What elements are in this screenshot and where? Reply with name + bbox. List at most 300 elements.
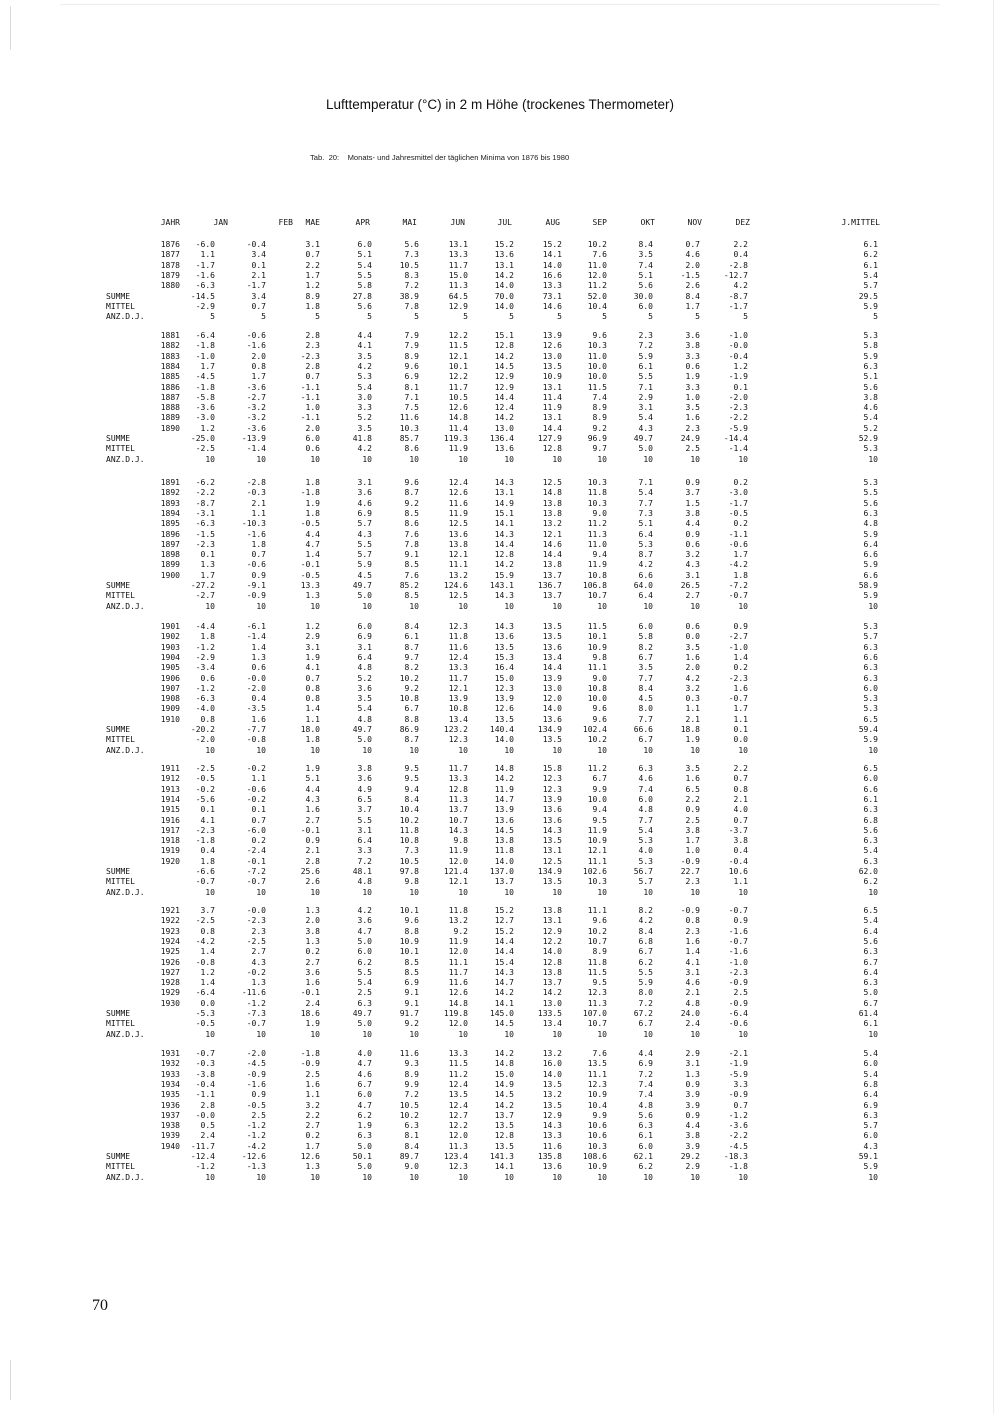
value-cell-dez: -0.7 <box>728 936 748 946</box>
year-cell: 1891 <box>160 478 180 487</box>
summary-cell-mae: 1.8 <box>305 301 320 311</box>
value-cell-dez: -0.9 <box>728 978 748 988</box>
value-cell-feb: -3.2 <box>246 413 266 423</box>
value-cell-jun: 11.7 <box>448 764 468 773</box>
value-cell-apr: 4.6 <box>357 1069 372 1079</box>
value-cell-nov: 3.3 <box>685 351 700 361</box>
value-cell-feb: 1.3 <box>251 978 266 988</box>
year-cell: 1903 <box>160 642 180 652</box>
value-cell-feb: -0.2 <box>246 764 266 773</box>
value-cell-dez: 0.4 <box>733 846 748 856</box>
value-cell-nov: 1.1 <box>685 704 700 714</box>
summary-cell-feb: -0.9 <box>246 591 266 601</box>
value-cell-okt: 8.2 <box>638 642 653 652</box>
table-row <box>0 478 1000 488</box>
value-cell-jul: 13.8 <box>494 836 514 846</box>
summary-cell-jul: 10 <box>504 601 514 611</box>
value-cell-jan: 1.7 <box>200 570 215 580</box>
summary-cell-mae: 10 <box>310 1029 320 1039</box>
summary-cell-dez: -8.7 <box>728 291 748 301</box>
value-cell-jan: -0.4 <box>195 1079 215 1089</box>
value-cell-aug: 13.8 <box>542 498 562 508</box>
value-cell-mai: 9.9 <box>404 1079 419 1089</box>
value-cell-jun: 12.4 <box>448 1079 468 1089</box>
summary-cell-jun: 119.3 <box>443 434 468 443</box>
summary-cell-apr: 10 <box>362 454 372 464</box>
year-cell: 1898 <box>160 550 180 560</box>
summary-cell-nov: 24.0 <box>680 1009 700 1018</box>
value-cell-mae: 2.7 <box>305 1121 320 1131</box>
value-cell-aug: 11.9 <box>542 403 562 413</box>
summary-cell-jan: 10 <box>205 1029 215 1039</box>
value-cell-mai: 10.2 <box>399 1110 419 1120</box>
value-cell-dez: 2.5 <box>733 988 748 998</box>
value-cell-apr: 3.1 <box>357 478 372 487</box>
header-okt: OKT <box>640 218 655 227</box>
value-cell-mae: 3.6 <box>305 967 320 977</box>
summary-cell-nov: 1.9 <box>685 735 700 745</box>
summary-cell-feb: -7.7 <box>246 725 266 734</box>
year-cell: 1940 <box>160 1141 180 1151</box>
value-cell-apr: 4.8 <box>357 663 372 673</box>
year-cell: 1911 <box>160 764 180 773</box>
summary-cell-apr: 49.7 <box>352 725 372 734</box>
value-cell-mai: 7.3 <box>404 250 419 260</box>
page-title: Lufttemperatur (°C) in 2 m Höhe (trockenes Thermometer) <box>325 97 675 112</box>
value-cell-okt: 6.3 <box>638 1121 653 1131</box>
value-cell-jul: 14.2 <box>494 774 514 784</box>
value-cell-mae: 1.2 <box>305 281 320 291</box>
summary-cell-mai: 85.2 <box>399 581 419 590</box>
summary-cell-apr: 49.7 <box>352 1009 372 1018</box>
value-cell-feb: 1.7 <box>251 372 266 382</box>
year-cell: 1899 <box>160 560 180 570</box>
value-cell-aug: 13.2 <box>542 1090 562 1100</box>
value-cell-mai: 10.1 <box>399 947 419 957</box>
value-cell-sep: 6.7 <box>592 774 607 784</box>
table-row <box>0 540 1000 550</box>
value-cell-nov: 2.9 <box>685 1049 700 1058</box>
value-cell-j-mittel: 6.3 <box>863 673 878 683</box>
value-cell-dez: -0.4 <box>728 856 748 866</box>
value-cell-apr: 4.0 <box>357 1049 372 1058</box>
summary-cell-aug: 13.5 <box>542 877 562 887</box>
value-cell-feb: 0.1 <box>251 805 266 815</box>
value-cell-nov: 0.9 <box>685 529 700 539</box>
value-cell-sep: 9.6 <box>592 331 607 340</box>
summary-cell-okt: 49.7 <box>633 434 653 443</box>
summary-cell-okt: 5.7 <box>638 877 653 887</box>
year-cell: 1924 <box>160 936 180 946</box>
summary-cell-okt: 10 <box>643 601 653 611</box>
value-cell-feb: -1.2 <box>246 998 266 1008</box>
summary-cell-j-mittel: 5.9 <box>863 301 878 311</box>
value-cell-apr: 5.8 <box>357 281 372 291</box>
summary-cell-j-mittel: 61.4 <box>858 1009 878 1018</box>
value-cell-jan: -6.4 <box>195 988 215 998</box>
value-cell-sep: 11.9 <box>587 825 607 835</box>
value-cell-dez: -0.0 <box>728 341 748 351</box>
value-cell-aug: 12.1 <box>542 529 562 539</box>
value-cell-jul: 12.8 <box>494 341 514 351</box>
value-cell-dez: -0.9 <box>728 998 748 1008</box>
value-cell-j-mittel: 4.8 <box>863 519 878 529</box>
value-cell-jul: 14.0 <box>494 281 514 291</box>
year-cell: 1901 <box>160 622 180 631</box>
summary-cell-jun: 12.1 <box>448 877 468 887</box>
summary-cell-dez: 10.6 <box>728 867 748 876</box>
value-cell-aug: 14.3 <box>542 1121 562 1131</box>
value-cell-j-mittel: 6.6 <box>863 652 878 662</box>
value-cell-apr: 6.3 <box>357 998 372 1008</box>
value-cell-feb: -0.6 <box>246 331 266 340</box>
value-cell-jul: 13.9 <box>494 694 514 704</box>
table-row <box>0 795 1000 805</box>
value-cell-j-mittel: 6.3 <box>863 663 878 673</box>
year-cell: 1935 <box>160 1090 180 1100</box>
value-cell-jul: 14.4 <box>494 947 514 957</box>
table-row <box>0 826 1000 836</box>
value-cell-jan: -4.5 <box>195 372 215 382</box>
value-cell-mai: 5.6 <box>404 240 419 249</box>
value-cell-jan: -3.4 <box>195 663 215 673</box>
value-cell-jul: 13.5 <box>494 642 514 652</box>
value-cell-apr: 3.6 <box>357 488 372 498</box>
year-cell: 1928 <box>160 978 180 988</box>
value-cell-feb: -0.2 <box>246 794 266 804</box>
value-cell-feb: -2.7 <box>246 392 266 402</box>
value-cell-jan: -5.8 <box>195 392 215 402</box>
year-cell: 1890 <box>160 423 180 433</box>
value-cell-jun: 9.2 <box>453 926 468 936</box>
table-row <box>0 571 1000 581</box>
value-cell-sep: 8.9 <box>592 413 607 423</box>
value-cell-j-mittel: 6.1 <box>863 794 878 804</box>
summary-cell-j-mittel: 10 <box>868 745 878 755</box>
value-cell-j-mittel: 6.5 <box>863 714 878 724</box>
anz-row <box>0 312 1000 322</box>
summary-cell-dez: 0.0 <box>733 735 748 745</box>
year-cell: 1927 <box>160 967 180 977</box>
value-cell-jan: -2.5 <box>195 916 215 926</box>
year-cell: 1892 <box>160 488 180 498</box>
value-cell-jun: 11.8 <box>448 632 468 642</box>
value-cell-feb: 2.1 <box>251 270 266 280</box>
summary-cell-jun: 5 <box>463 312 468 322</box>
value-cell-apr: 3.6 <box>357 916 372 926</box>
value-cell-jan: -5.6 <box>195 794 215 804</box>
summary-cell-nov: 22.7 <box>680 867 700 876</box>
header-j-mittel: J.MITTEL <box>841 218 880 227</box>
value-cell-sep: 10.3 <box>587 478 607 487</box>
value-cell-apr: 3.8 <box>357 764 372 773</box>
value-cell-dez: 0.7 <box>733 774 748 784</box>
value-cell-aug: 13.5 <box>542 361 562 371</box>
summary-cell-feb: -12.6 <box>241 1152 266 1161</box>
value-cell-jun: 12.5 <box>448 519 468 529</box>
value-cell-j-mittel: 6.1 <box>863 240 878 249</box>
summary-cell-nov: 2.9 <box>685 1162 700 1172</box>
value-cell-apr: 5.5 <box>357 270 372 280</box>
value-cell-sep: 7.6 <box>592 1049 607 1058</box>
summary-cell-feb: -7.2 <box>246 867 266 876</box>
value-cell-jun: 14.8 <box>448 998 468 1008</box>
value-cell-jan: -1.2 <box>195 642 215 652</box>
summary-cell-mai: 9.2 <box>404 1019 419 1029</box>
summary-cell-nov: 8.4 <box>685 291 700 301</box>
value-cell-j-mittel: 5.2 <box>863 423 878 433</box>
summary-cell-aug: 14.6 <box>542 301 562 311</box>
value-cell-okt: 5.1 <box>638 270 653 280</box>
value-cell-aug: 16.0 <box>542 1059 562 1069</box>
value-cell-apr: 5.0 <box>357 1141 372 1151</box>
summary-cell-jun: 10 <box>458 887 468 897</box>
value-cell-apr: 3.0 <box>357 392 372 402</box>
value-cell-aug: 13.9 <box>542 794 562 804</box>
value-cell-nov: 2.3 <box>685 926 700 936</box>
value-cell-jun: 10.7 <box>448 815 468 825</box>
summary-cell-mai: 10 <box>409 601 419 611</box>
value-cell-jan: -1.8 <box>195 341 215 351</box>
summary-cell-sep: 10.2 <box>587 735 607 745</box>
value-cell-aug: 12.8 <box>542 957 562 967</box>
summary-cell-sep: 5 <box>602 312 607 322</box>
value-cell-jul: 14.0 <box>494 856 514 866</box>
value-cell-aug: 13.5 <box>542 1100 562 1110</box>
value-cell-sep: 11.2 <box>587 281 607 291</box>
value-cell-mae: 1.6 <box>305 978 320 988</box>
summary-cell-mai: 85.7 <box>399 434 419 443</box>
value-cell-mai: 7.9 <box>404 341 419 351</box>
value-cell-mai: 8.6 <box>404 519 419 529</box>
value-cell-dez: 0.7 <box>733 815 748 825</box>
summary-cell-apr: 4.2 <box>357 444 372 454</box>
value-cell-mai: 10.1 <box>399 906 419 915</box>
value-cell-jan: -6.0 <box>195 240 215 249</box>
summary-cell-apr: 10 <box>362 1029 372 1039</box>
table-row <box>0 560 1000 570</box>
year-cell: 1929 <box>160 988 180 998</box>
summary-cell-jul: 10 <box>504 887 514 897</box>
summary-cell-jul: 14.3 <box>494 591 514 601</box>
value-cell-mai: 11.6 <box>399 1049 419 1058</box>
value-cell-mae: 0.7 <box>305 673 320 683</box>
value-cell-jul: 14.4 <box>494 392 514 402</box>
value-cell-apr: 3.3 <box>357 846 372 856</box>
value-cell-jul: 13.5 <box>494 1121 514 1131</box>
value-cell-nov: 1.4 <box>685 947 700 957</box>
summary-label: ANZ.D.J. <box>106 312 145 322</box>
value-cell-jun: 13.5 <box>448 1090 468 1100</box>
value-cell-mae: -0.5 <box>300 519 320 529</box>
value-cell-j-mittel: 5.3 <box>863 331 878 340</box>
year-cell: 1922 <box>160 916 180 926</box>
year-cell: 1915 <box>160 805 180 815</box>
summary-cell-aug: 10 <box>552 1172 562 1182</box>
value-cell-okt: 7.2 <box>638 998 653 1008</box>
value-cell-mai: 9.1 <box>404 550 419 560</box>
summary-cell-j-mittel: 52.9 <box>858 434 878 443</box>
summary-cell-mae: 18.0 <box>300 725 320 734</box>
value-cell-aug: 14.2 <box>542 988 562 998</box>
value-cell-sep: 9.6 <box>592 714 607 724</box>
year-cell: 1921 <box>160 906 180 915</box>
value-cell-aug: 12.0 <box>542 694 562 704</box>
value-cell-jun: 12.6 <box>448 403 468 413</box>
value-cell-apr: 3.6 <box>357 774 372 784</box>
summary-cell-feb: 3.4 <box>251 291 266 301</box>
summary-cell-sep: 10.7 <box>587 1019 607 1029</box>
table-row <box>0 1049 1000 1059</box>
summary-label: SUMME <box>106 1009 131 1018</box>
value-cell-j-mittel: 6.9 <box>863 1100 878 1110</box>
value-cell-feb: -2.4 <box>246 846 266 856</box>
value-cell-okt: 5.8 <box>638 632 653 642</box>
summary-cell-j-mittel: 5.9 <box>863 1162 878 1172</box>
table-row <box>0 1080 1000 1090</box>
value-cell-apr: 4.1 <box>357 341 372 351</box>
value-cell-apr: 5.0 <box>357 936 372 946</box>
value-cell-j-mittel: 4.6 <box>863 403 878 413</box>
summary-cell-mae: 0.6 <box>305 444 320 454</box>
value-cell-okt: 5.3 <box>638 836 653 846</box>
table-row <box>0 927 1000 937</box>
value-cell-feb: 2.3 <box>251 926 266 936</box>
value-cell-okt: 5.6 <box>638 1110 653 1120</box>
value-cell-mae: 3.1 <box>305 642 320 652</box>
value-cell-feb: 1.3 <box>251 652 266 662</box>
value-cell-nov: 2.0 <box>685 663 700 673</box>
value-cell-mai: 9.5 <box>404 764 419 773</box>
value-cell-feb: 1.6 <box>251 714 266 724</box>
summary-cell-aug: 12.8 <box>542 444 562 454</box>
year-cell: 1909 <box>160 704 180 714</box>
header-jan: JAN <box>213 218 228 227</box>
value-cell-sep: 9.4 <box>592 805 607 815</box>
summary-cell-apr: 48.1 <box>352 867 372 876</box>
value-cell-sep: 10.0 <box>587 372 607 382</box>
summe-row <box>0 1152 1000 1162</box>
value-cell-jan: -1.2 <box>195 683 215 693</box>
table-row <box>0 968 1000 978</box>
value-cell-okt: 7.1 <box>638 382 653 392</box>
value-cell-feb: -0.5 <box>246 1100 266 1110</box>
summary-cell-mae: 10 <box>310 1172 320 1182</box>
table-row <box>0 704 1000 714</box>
year-cell: 1923 <box>160 926 180 936</box>
value-cell-dez: -2.8 <box>728 260 748 270</box>
value-cell-feb: -2.0 <box>246 1049 266 1058</box>
value-cell-aug: 14.4 <box>542 550 562 560</box>
value-cell-j-mittel: 5.9 <box>863 529 878 539</box>
value-cell-jun: 11.7 <box>448 260 468 270</box>
value-cell-feb: -3.2 <box>246 403 266 413</box>
value-cell-mae: 0.2 <box>305 1131 320 1141</box>
table-row <box>0 530 1000 540</box>
value-cell-jun: 11.5 <box>448 341 468 351</box>
value-cell-feb: -0.0 <box>246 906 266 915</box>
value-cell-jul: 14.4 <box>494 936 514 946</box>
value-cell-jun: 13.7 <box>448 805 468 815</box>
summary-label: MITTEL <box>106 1162 135 1172</box>
value-cell-aug: 14.1 <box>542 250 562 260</box>
summary-cell-sep: 106.8 <box>582 581 607 590</box>
table-row <box>0 1111 1000 1121</box>
table-row <box>0 1121 1000 1131</box>
summary-cell-jun: 121.4 <box>443 867 468 876</box>
value-cell-jul: 12.4 <box>494 403 514 413</box>
value-cell-feb: -0.9 <box>246 1069 266 1079</box>
value-cell-aug: 14.0 <box>542 260 562 270</box>
value-cell-jan: -6.2 <box>195 478 215 487</box>
summary-cell-okt: 6.7 <box>638 735 653 745</box>
summary-cell-jan: -2.9 <box>195 301 215 311</box>
year-cell: 1905 <box>160 663 180 673</box>
value-cell-dez: -2.1 <box>728 1049 748 1058</box>
value-cell-aug: 13.1 <box>542 916 562 926</box>
value-cell-mai: 9.6 <box>404 361 419 371</box>
value-cell-jan: -0.8 <box>195 957 215 967</box>
value-cell-mae: 0.7 <box>305 372 320 382</box>
value-cell-j-mittel: 5.7 <box>863 281 878 291</box>
value-cell-apr: 5.2 <box>357 413 372 423</box>
table-row <box>0 906 1000 916</box>
value-cell-jan: -2.2 <box>195 488 215 498</box>
value-cell-jan: 1.4 <box>200 978 215 988</box>
value-cell-jan: -3.6 <box>195 403 215 413</box>
value-cell-sep: 12.1 <box>587 846 607 856</box>
anz-row <box>0 1173 1000 1183</box>
value-cell-aug: 13.5 <box>542 622 562 631</box>
value-cell-mai: 6.3 <box>404 1121 419 1131</box>
value-cell-mae: 1.7 <box>305 270 320 280</box>
summary-cell-nov: 2.4 <box>685 1019 700 1029</box>
summary-cell-feb: 10 <box>256 887 266 897</box>
value-cell-sep: 10.0 <box>587 361 607 371</box>
table-row <box>0 509 1000 519</box>
value-cell-sep: 11.8 <box>587 488 607 498</box>
value-cell-okt: 6.0 <box>638 794 653 804</box>
value-cell-nov: 3.8 <box>685 341 700 351</box>
summary-cell-jul: 10 <box>504 1172 514 1182</box>
value-cell-aug: 13.5 <box>542 632 562 642</box>
value-cell-sep: 9.5 <box>592 978 607 988</box>
summary-cell-okt: 30.0 <box>633 291 653 301</box>
table-row <box>0 622 1000 632</box>
value-cell-jan: -3.1 <box>195 508 215 518</box>
summary-cell-okt: 62.1 <box>633 1152 653 1161</box>
value-cell-apr: 4.7 <box>357 1059 372 1069</box>
value-cell-apr: 6.3 <box>357 1131 372 1141</box>
value-cell-mai: 6.1 <box>404 632 419 642</box>
value-cell-feb: -0.4 <box>246 240 266 249</box>
value-cell-apr: 3.1 <box>357 825 372 835</box>
value-cell-dez: -1.2 <box>728 1110 748 1120</box>
summary-cell-jul: 14.1 <box>494 1162 514 1172</box>
mittel-row <box>0 591 1000 601</box>
value-cell-j-mittel: 5.9 <box>863 351 878 361</box>
value-cell-nov: 2.1 <box>685 988 700 998</box>
value-cell-dez: 0.2 <box>733 519 748 529</box>
table-row <box>0 999 1000 1009</box>
summary-cell-j-mittel: 59.1 <box>858 1152 878 1161</box>
value-cell-apr: 5.1 <box>357 250 372 260</box>
value-cell-jun: 13.9 <box>448 694 468 704</box>
value-cell-jul: 15.2 <box>494 240 514 249</box>
value-cell-aug: 13.7 <box>542 978 562 988</box>
value-cell-jun: 12.2 <box>448 372 468 382</box>
value-cell-jan: 0.6 <box>200 673 215 683</box>
